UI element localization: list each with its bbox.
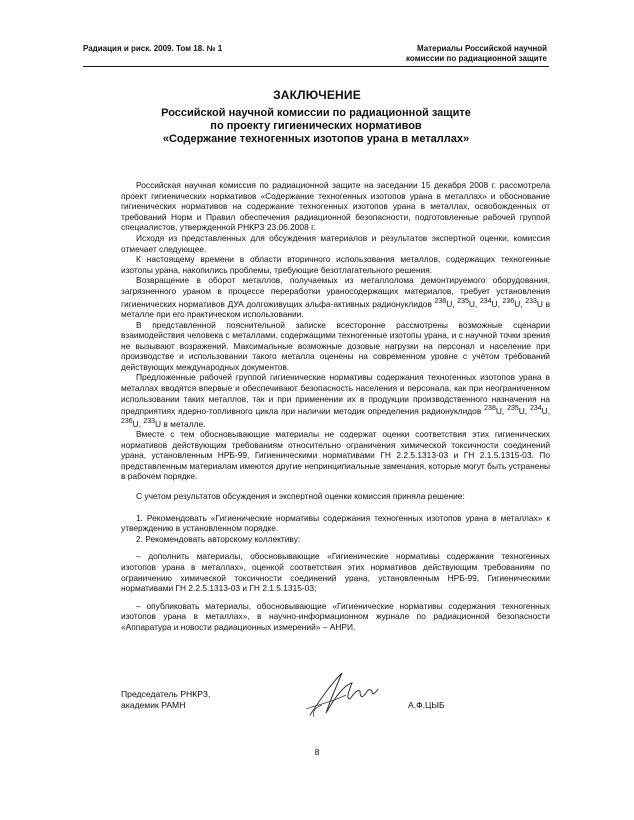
recycling-text-end: в металле при его практическом использовании. — [121, 298, 551, 319]
paragraph-problems: К настоящему времени в области вторичного использования металлов, содержащих техногенные изотопы урана, накопились проблемы, требующие безотлагательного решения. — [121, 254, 550, 275]
paragraph-intro: Российская научная комиссия по радиационной защите на заседании 15 декабря 2008 г. рассмотрела проект гигиенических нормативов «Содержание техногенных изотопов урана в металлах» и обоснование гигиенических нормативов на содержание техногенных изотопов урана в металлах, освобожденных от требований Норм и Правил обеспечения радиационной безопасности, подготовленные рабочей группой специалистов, утвержденной РНКРЗ 23.06.2008 г. — [121, 180, 550, 233]
paragraph-recycling — [121, 275, 550, 319]
section-label-line1: Материалы Российской научной — [416, 44, 547, 53]
decision-item-2: 2. Рекомендовать авторскому коллективу: — [136, 533, 301, 544]
isotope-symbol: U — [536, 298, 543, 309]
paragraph-norms — [121, 372, 550, 429]
signatory-name: А.Ф.ЦЫБ — [408, 700, 445, 710]
isotope-mass: 234 — [479, 297, 492, 305]
isotope-symbol: U, — [446, 298, 458, 309]
isotope-symbol: U, — [541, 406, 551, 417]
subtitle-line3: «Содержание техногенных изотопов урана в металлах» — [162, 133, 470, 145]
isotope-mass: 233 — [143, 417, 156, 425]
isotope-mass: 238 — [434, 297, 447, 305]
subtitle-line1: Российской научной комиссии по радиационной защите — [161, 107, 471, 119]
isotope-mass: 234 — [529, 405, 542, 413]
paragraph-basis: Исходя из представленных для обсуждения материалов и результатов экспертной оценки, комиссия отмечает следующее. — [121, 232, 550, 254]
document-title: ЗАКЛЮЧЕНИЕ — [273, 88, 361, 102]
journal-citation: Радиация и риск. 2009. Том 18. № 1 — [83, 44, 223, 53]
section-label-line2: комиссии по радиационной защите — [406, 54, 547, 63]
isotope-mass: 233 — [525, 297, 537, 305]
isotope-symbol: U — [155, 418, 162, 429]
norms-text: Предложенные рабочей группой гигиенические нормативы содержания техногенных изотопов урана в металлах вводятся впервые и обеспечивают безопасность населения и персонала, как при неограниченном использовании таких металлов, так и при применении их в продукции производственного назначения на предприятиях ядерно-топливного цикла при наличии методик определения радионуклидов — [121, 372, 550, 417]
isotope-symbol: U, — [514, 298, 526, 309]
signatory-rank: академик РАМН — [121, 700, 186, 710]
decision-item-1: 1. Рекомендовать «Гигиенические нормативы содержания техногенных изотопов урана в металлах» к утверждению в установленном порядке. — [121, 512, 550, 534]
document-subtitle — [83, 107, 549, 146]
header-divider — [83, 66, 549, 67]
isotope-symbol: U, — [495, 406, 508, 417]
isotope-symbol: U, — [132, 418, 144, 429]
signatory-title — [121, 689, 210, 711]
section-label — [406, 44, 547, 64]
isotope-symbol: U, — [518, 406, 530, 417]
handwritten-signature — [300, 665, 390, 720]
isotope-symbol: U, — [491, 298, 503, 309]
decision-subitem-2: – опубликовать материалы, обосновывающие «Гигиенические нормативы содержания техногенных изотопов урана в металлах», в научно-информационном журнале по радиационной безопасности «Аппаратура и новости радиационных измерений» – АНРИ. — [121, 600, 550, 632]
isotope-mass: 236 — [502, 297, 515, 305]
isotope-mass: 235 — [457, 297, 469, 305]
isotope-mass: 236 — [121, 417, 133, 425]
signatory-position: Председатель РНКРЗ, — [121, 689, 211, 699]
isotope-mass: 238 — [484, 405, 496, 413]
paragraph-decision: С учетом результатов обсуждения и экспертной оценки комиссия приняла решение: — [136, 491, 465, 502]
recycling-text: Возвращение в оборот металлов, получаемых из металлолома демонтируемого оборудования, загрязненного ураном в процессе переработки ураносодержащих материалов, требует установления гигиенических нормативов ДУА долгоживущих альфа-активных радионуклидов — [121, 275, 550, 309]
document-body — [121, 180, 550, 633]
norms-text-end: в металле. — [163, 418, 206, 429]
paragraph-remarks: Вместе с тем обосновывающие материалы не содержат оценки соответствия этих гигиенических нормативов действующим требованиям относительно ограничения химической токсичности соединений урана, установленным НРБ-99, Гигиеническими нормативами ГН 2.2.5.1313-03 и ГН 2.1.5.1315-03. По представленным материалам имеются другие непринципиальные замечания, которые могут быть устранены в рабочем порядке. — [121, 429, 550, 482]
isotope-symbol: U, — [468, 298, 480, 309]
decision-subitem-1: – дополнить материалы, обосновывающие «Гигиенические нормативы содержания техногенных изотопов урана в металлах», оценкой соответствия этих нормативов действующим требованиям по ограничению химической токсичности соединений урана, установленным НРБ-99, Гигиеническими нормативами ГН 2.2.5.1313-03 и ГН 2.1.5.1315-03; — [121, 551, 550, 594]
page-number: 8 — [314, 747, 320, 757]
subtitle-line2: по проекту гигиенических нормативов — [210, 120, 422, 132]
paragraph-scenarios: В представленной пояснительной записке всесторонне рассмотрены возможные сценарии взаимодействия человека с металлами, содержащими техногенные изотопы урана, и с научной точки зрения не вызывают возражений. Максимальные возможные дозовые нагрузки на персонал и население при производстве и использовании такого металла оценены на современном уровне с учётом требований действующих международных документов. — [121, 319, 550, 372]
isotope-mass: 235 — [507, 405, 519, 413]
